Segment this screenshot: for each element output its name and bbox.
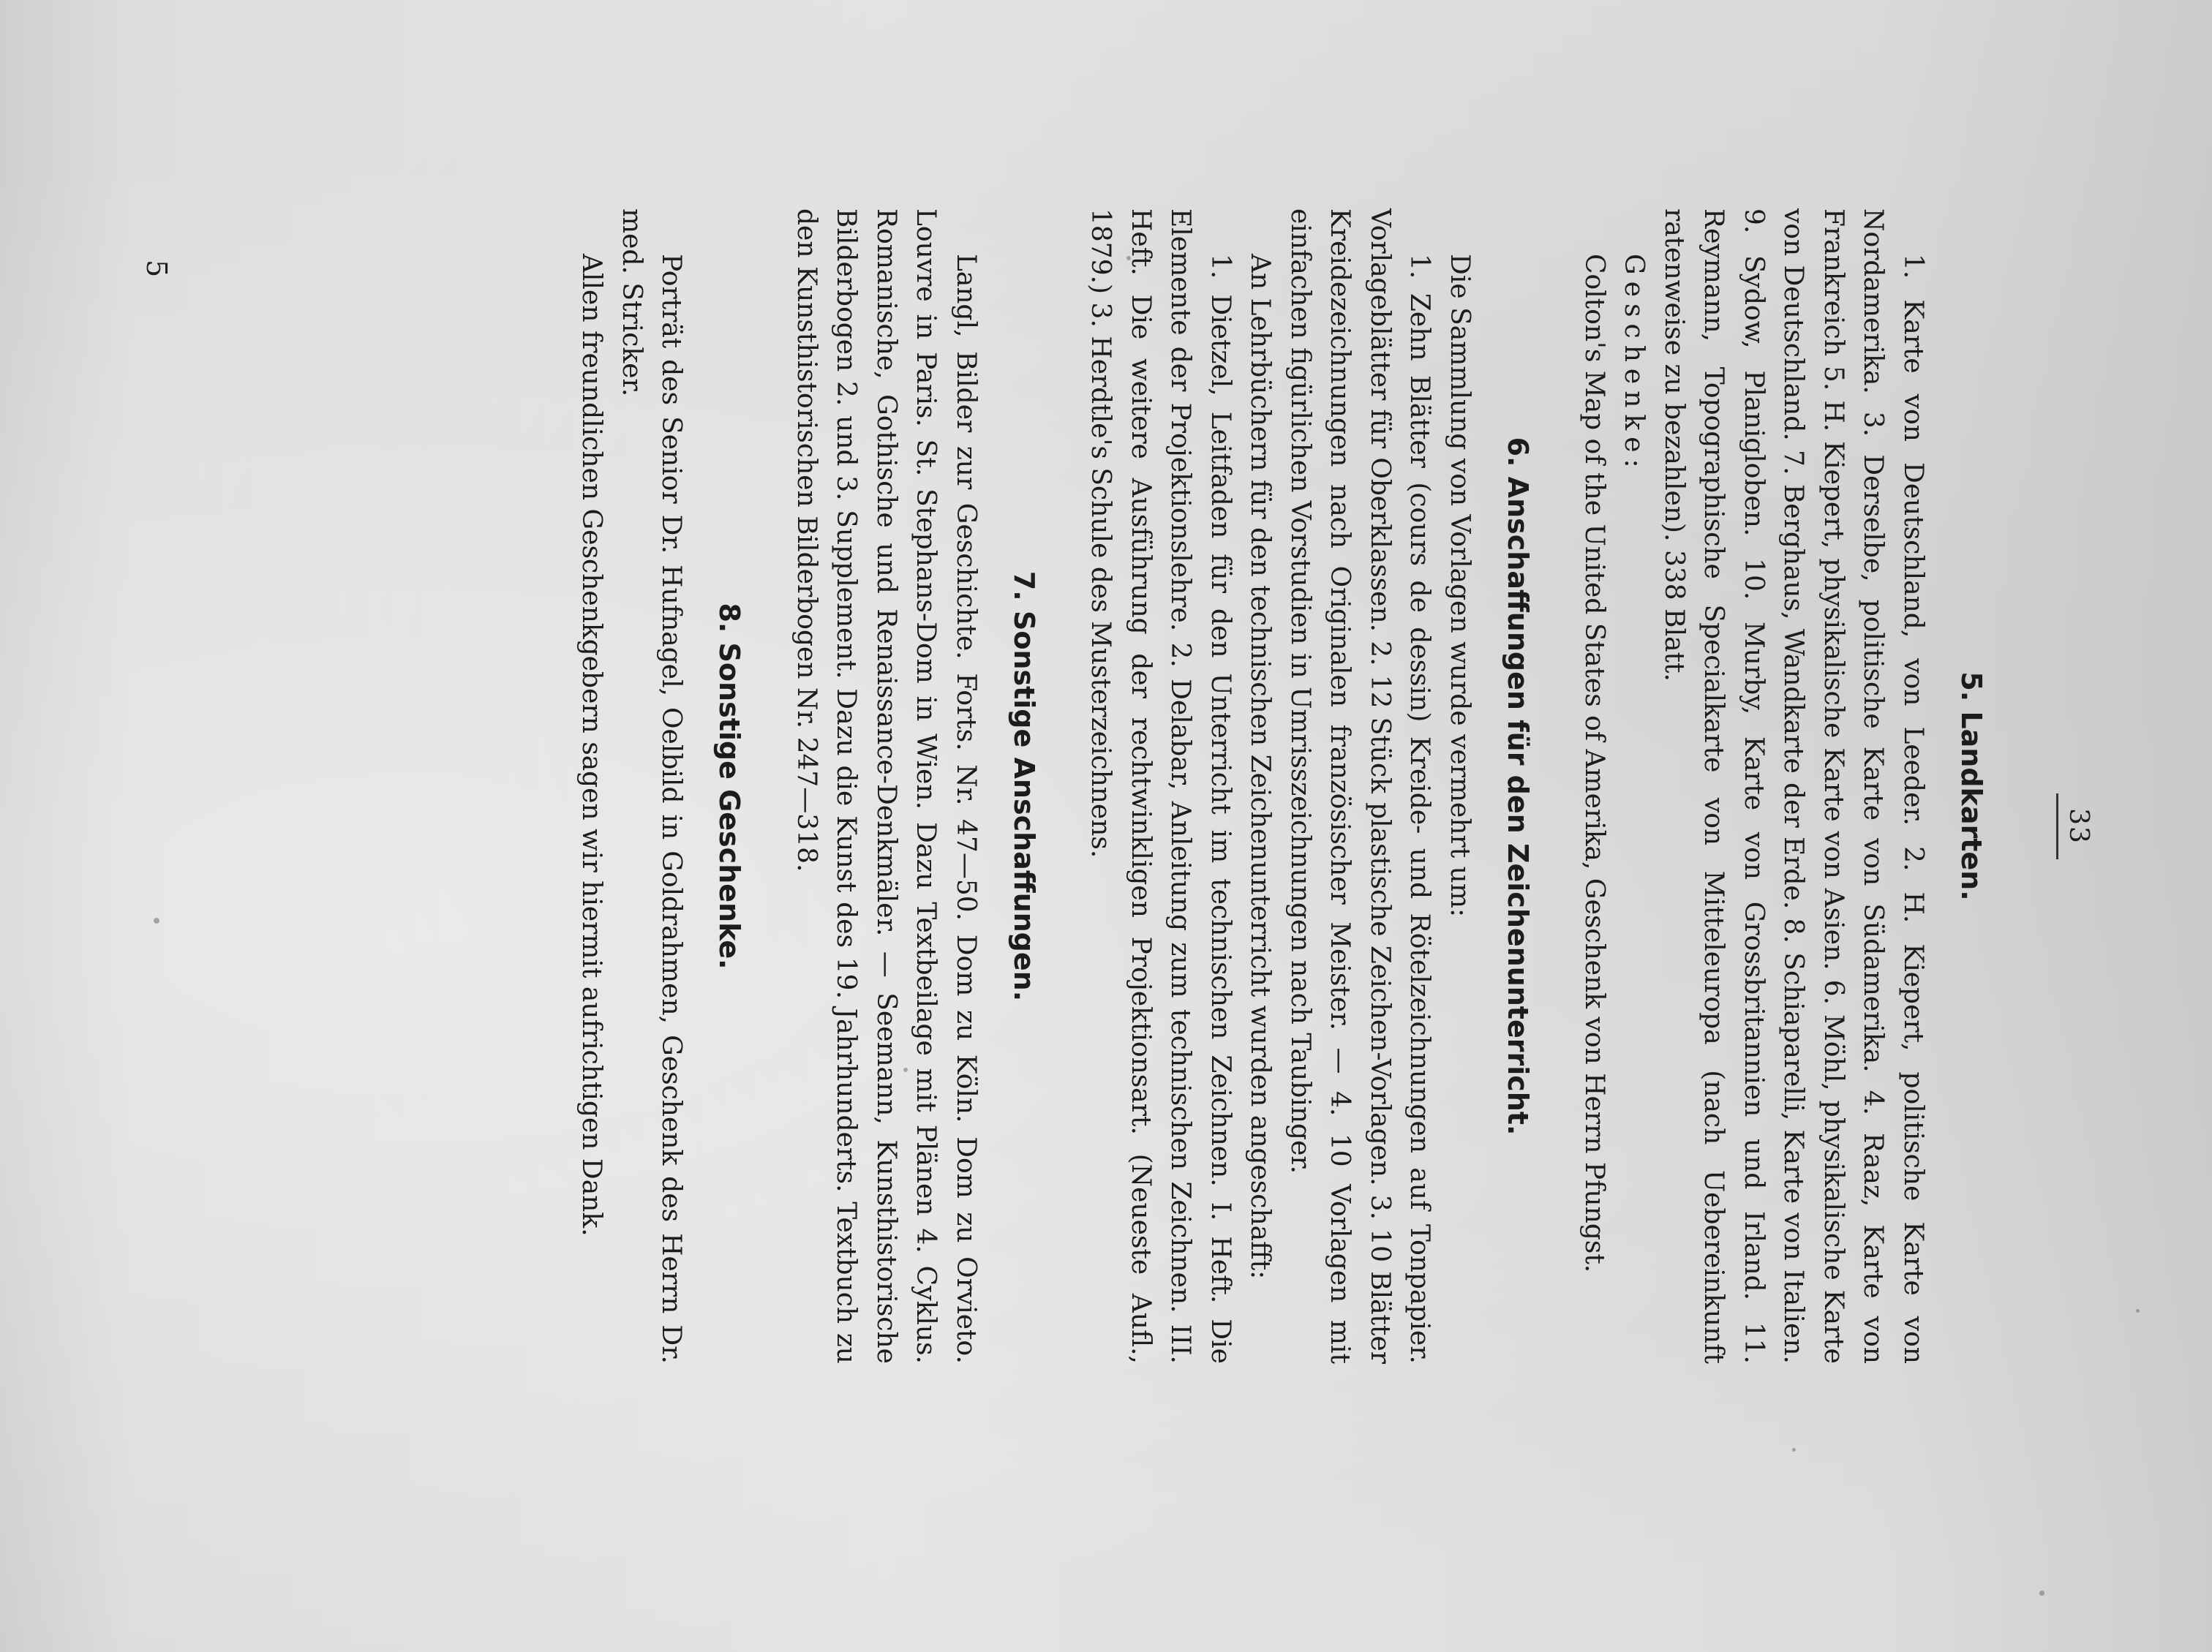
- page-number: 33: [2064, 808, 2094, 845]
- text-column: [571, 208, 1998, 1364]
- section-zeichenunterricht: [1080, 208, 1538, 1364]
- section-heading: 8. Sonstige Geschenke.: [713, 603, 746, 970]
- printer-signature-mark: 5: [140, 260, 173, 278]
- paragraph: 1. Dietzel, Leitfaden für den Unterricht im technischen Zeichnen. I. Heft. Die Elemente der Projektionslehre. 2. Delabar, Anleitung zum technischen Zeichnen. III. Heft. Die weitere Ausführung der rechtwinkligen Projektionsart. (Neueste Aufl., 1879.) 3. Herdtle's Schule des Musterzeichnens.: [1086, 208, 1235, 1364]
- rotated-document-page: [23, 40, 2189, 1613]
- paragraph: Colton's Map of the United States of Amerika, Geschenk von Herrn Pfungst.: [1579, 254, 1610, 1273]
- paragraph: An Lehrbüchern für den technischen Zeichenunterricht wurden angeschafft:: [1245, 254, 1276, 1280]
- section-sonstige-anschaffungen: [786, 208, 1045, 1364]
- paragraph: Langl, Bilder zur Geschichte. Forts. Nr. 47—50. Dom zu Köln. Dom zu Orvieto. Louvre in Paris. St. Stephans-Dom in Wien. Dazu Textbeilage mit Plänen 4. Cyklus. Romanische, Gothische und Renaissance-Denkmäler. — Seemann, Kunsthistorische Bilderbogen 2. und 3. Supplement. Dazu die Kunst des 19. Jahrhunderts. Textbuch zu den Kunsthistorischen Bilderbogen Nr. 247—318.: [791, 208, 981, 1364]
- section-landkarten: [1574, 208, 1991, 1364]
- page-number-rule: [2056, 793, 2058, 859]
- gifts-label: Geschenke:: [1619, 254, 1649, 475]
- paragraph: 1. Karte von Deutschland, von Leeder. 2. H. Kiepert, politische Karte von Nordamerika. 3. Derselbe, politische Karte von Südamerika. 4. Raaz, Karte von Frankreich 5. H. Kiepert, physikalische Karte von Asien. 6. Möhl, physikalische Karte von Deutschland. 7. Berghaus, Wandkarte der Erde. 8. Schiaparelli, Karte von Italien. 9. Sydow, Planigloben. 10. Murby, Karte von Grossbritannien und Irland. 11. Reymann, Topographische Specialkarte von Mitteleuropa (nach Uebereinkunft ratenweise zu bezahlen). 338 Blatt.: [1659, 208, 1928, 1364]
- paragraph: Porträt des Senior Dr. Hufnagel, Oelbild in Goldrahmen, Geschenk des Herrn Dr. med. Stricker.: [617, 208, 687, 1364]
- paragraph: Allen freundlichen Geschenkgebern sagen wir hiermit aufrichtigen Dank.: [576, 254, 607, 1237]
- section-sonstige-geschenke: [571, 208, 750, 1364]
- paragraph: Die Sammlung von Vorlagen wurde vermehrt um:: [1445, 254, 1475, 918]
- paragraph: 1. Zehn Blätter (cours de dessin) Kreide- und Rötelzeichnungen auf Tonpapier. Vorlageblätter für Oberklassen. 2. 12 Stück plastische Zeichen-Vorlagen. 3. 10 Blätter Kreidezeichnungen nach Originalen französischer Meister. — 4. 10 Vorlagen mit einfachen figürlichen Vorstudien in Umrisszeichnungen nach Taubinger.: [1285, 208, 1435, 1364]
- section-heading: 5. Landkarten.: [1955, 671, 1987, 901]
- section-heading: 7. Sonstige Anschaffungen.: [1008, 570, 1040, 1002]
- section-heading: 6. Anschaffungen für den Zeichenunterricht.: [1502, 437, 1534, 1136]
